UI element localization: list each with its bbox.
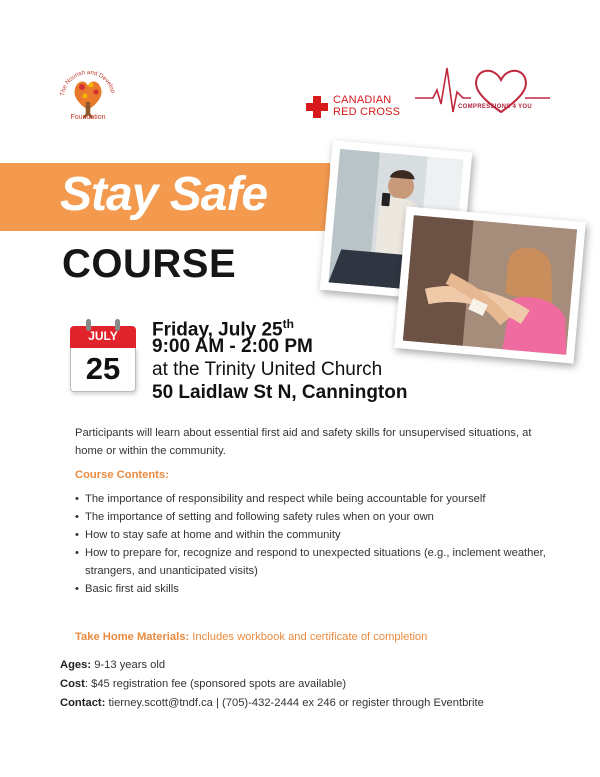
logo-arc-text: The Nourish and Develop (60, 69, 116, 97)
ages-line (60, 656, 165, 674)
contact-label: Contact: (60, 697, 106, 709)
take-home-materials (75, 628, 555, 646)
course-contents-heading: Course Contents: (75, 469, 169, 481)
contact-value: tierney.scott@tndf.ca | (705)-432-2444 ex 246 or register through Eventbrite (105, 697, 484, 709)
course-contents-list (75, 490, 555, 598)
red-cross-icon (305, 95, 329, 119)
c4y-wordmark: COMPRESSIONS 4 YOU (458, 104, 532, 110)
take-home-label: Take Home Materials: (75, 631, 190, 643)
title-stay-safe: Stay Safe (60, 168, 268, 221)
calendar-day: 25 (85, 351, 121, 386)
event-address: 50 Laidlaw St N, Cannington (152, 382, 408, 403)
red-cross-line-1: CANADIAN (333, 94, 392, 106)
ages-label: Ages: (60, 659, 92, 671)
intro-paragraph: Participants will learn about essential first aid and safety skills for unsupervised situations, at home or within the community. (75, 427, 532, 457)
event-date-text: Friday, July 25 (152, 319, 283, 341)
red-cross-wordmark (333, 94, 400, 118)
event-time: 9:00 AM - 2:00 PM (152, 336, 313, 357)
first-aid-illustration (403, 215, 577, 355)
heartbeat-heart-icon (415, 60, 550, 120)
cost-line (60, 675, 346, 693)
list-item: • How to prepare for, recognize and respond to unexpected situations (e.g., inclement weather, strangers, and unanticipated visits) (75, 544, 555, 580)
list-item: • The importance of responsibility and respect while being accountable for yourself (75, 490, 555, 508)
title-course: COURSE (62, 242, 237, 286)
contact-line (60, 694, 484, 712)
calendar-month: JULY (88, 329, 118, 343)
red-cross-line-2: RED CROSS (333, 106, 401, 118)
photo-first-aid (394, 206, 586, 363)
logo-caption: Foundation (70, 114, 106, 121)
take-home-text: Includes workbook and certificate of completion (189, 631, 428, 643)
ages-value: 9-13 years old (91, 659, 166, 671)
list-item: • How to stay safe at home and within the community (75, 526, 555, 544)
event-place: at the Trinity United Church (152, 359, 383, 380)
cost-value: : $45 registration fee (sponsored spots are available) (84, 678, 347, 690)
cost-label: Cost (60, 678, 85, 690)
event-date-suffix: th (282, 317, 294, 331)
list-item: • Basic first aid skills (75, 580, 555, 598)
list-item: • The importance of setting and following safety rules when on your own (75, 508, 555, 526)
